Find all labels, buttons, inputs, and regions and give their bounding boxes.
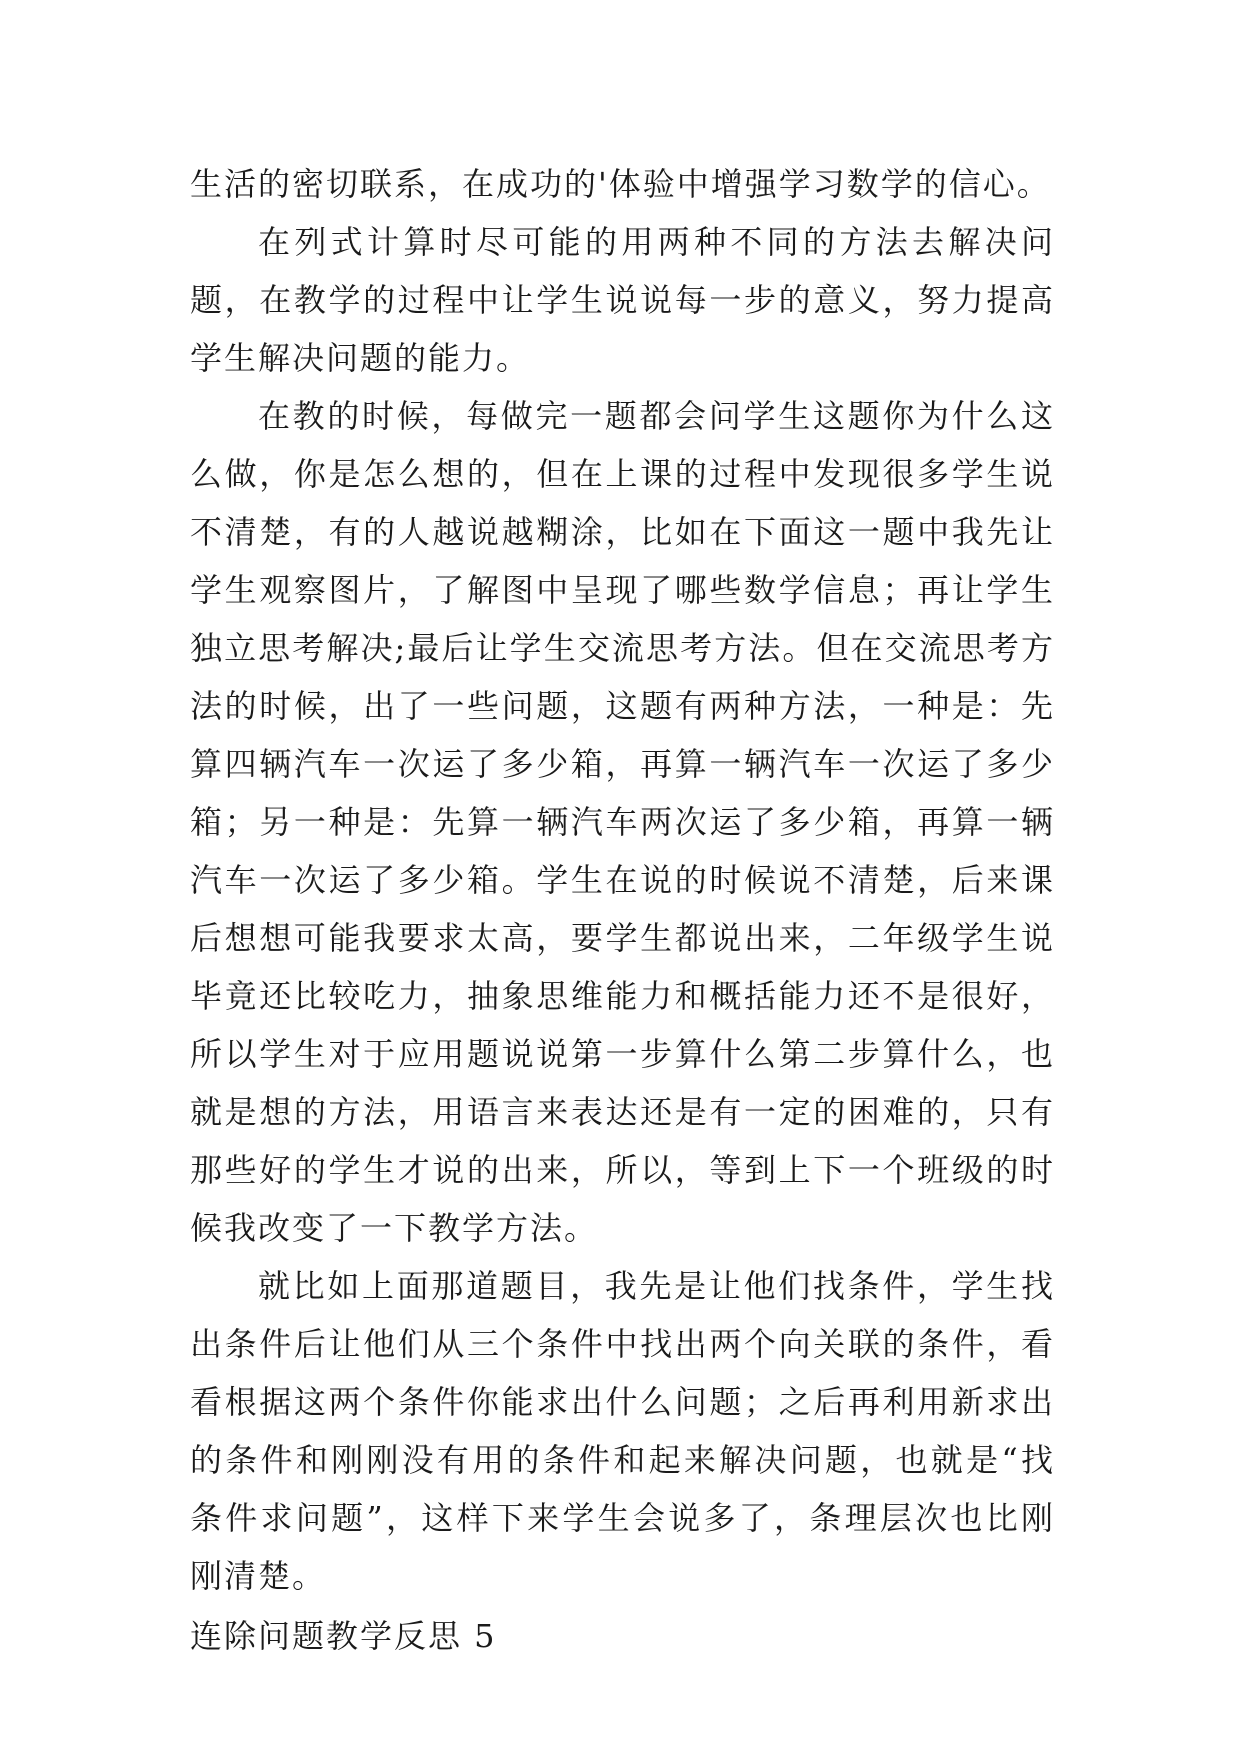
paragraph-1: 生活的密切联系，在成功的'体验中增强学习数学的信心。 (190, 165, 1051, 203)
paragraph-3: 在教的时候，每做完一题都会问学生这题你为什么这么做，你是怎么想的，但在上课的过程中发现很多学生说不清楚，有的人越说越糊涂，比如在下面这一题中我先让学生观察图片，了解图中呈现了哪些数学信息；再让学生独立思考解决;最后让学生交流思考方法。但在交流思考方法的时候，出了一些问题，这题有两种方法，一种是：先算四辆汽车一次运了多少箱，再算一辆汽车一次运了多少箱；另一种是：先算一辆汽车两次运了多少箱，再算一辆汽车一次运了多少箱。学生在说的时候说不清楚，后来课后想想可能我要求太高，要学生都说出来，二年级学生说毕竟还比较吃力，抽象思维能力和概括能力还不是很好，所以学生对于应用题说说第一步算什么第二步算什么，也就是想的方法，用语言来表达还是有一定的困难的，只有那些好的学生才说的出来，所以，等到上下一个班级的时候我改变了一下教学方法。 (190, 397, 1055, 1247)
document-body (190, 155, 1055, 1665)
paragraph-4: 就比如上面那道题目，我先是让他们找条件，学生找出条件后让他们从三个条件中找出两个向关联的条件，看看根据这两个条件你能求出什么问题；之后再利用新求出的条件和刚刚没有用的条件和起来解决问题，也就是“找条件求问题”，这样下来学生会说多了，条理层次也比刚刚清楚。 (190, 1267, 1055, 1595)
section-heading: 连除问题教学反思 5 (190, 1617, 497, 1655)
paragraph-2: 在列式计算时尽可能的用两种不同的方法去解决问题，在教学的过程中让学生说说每一步的意义，努力提高学生解决问题的能力。 (190, 223, 1055, 377)
